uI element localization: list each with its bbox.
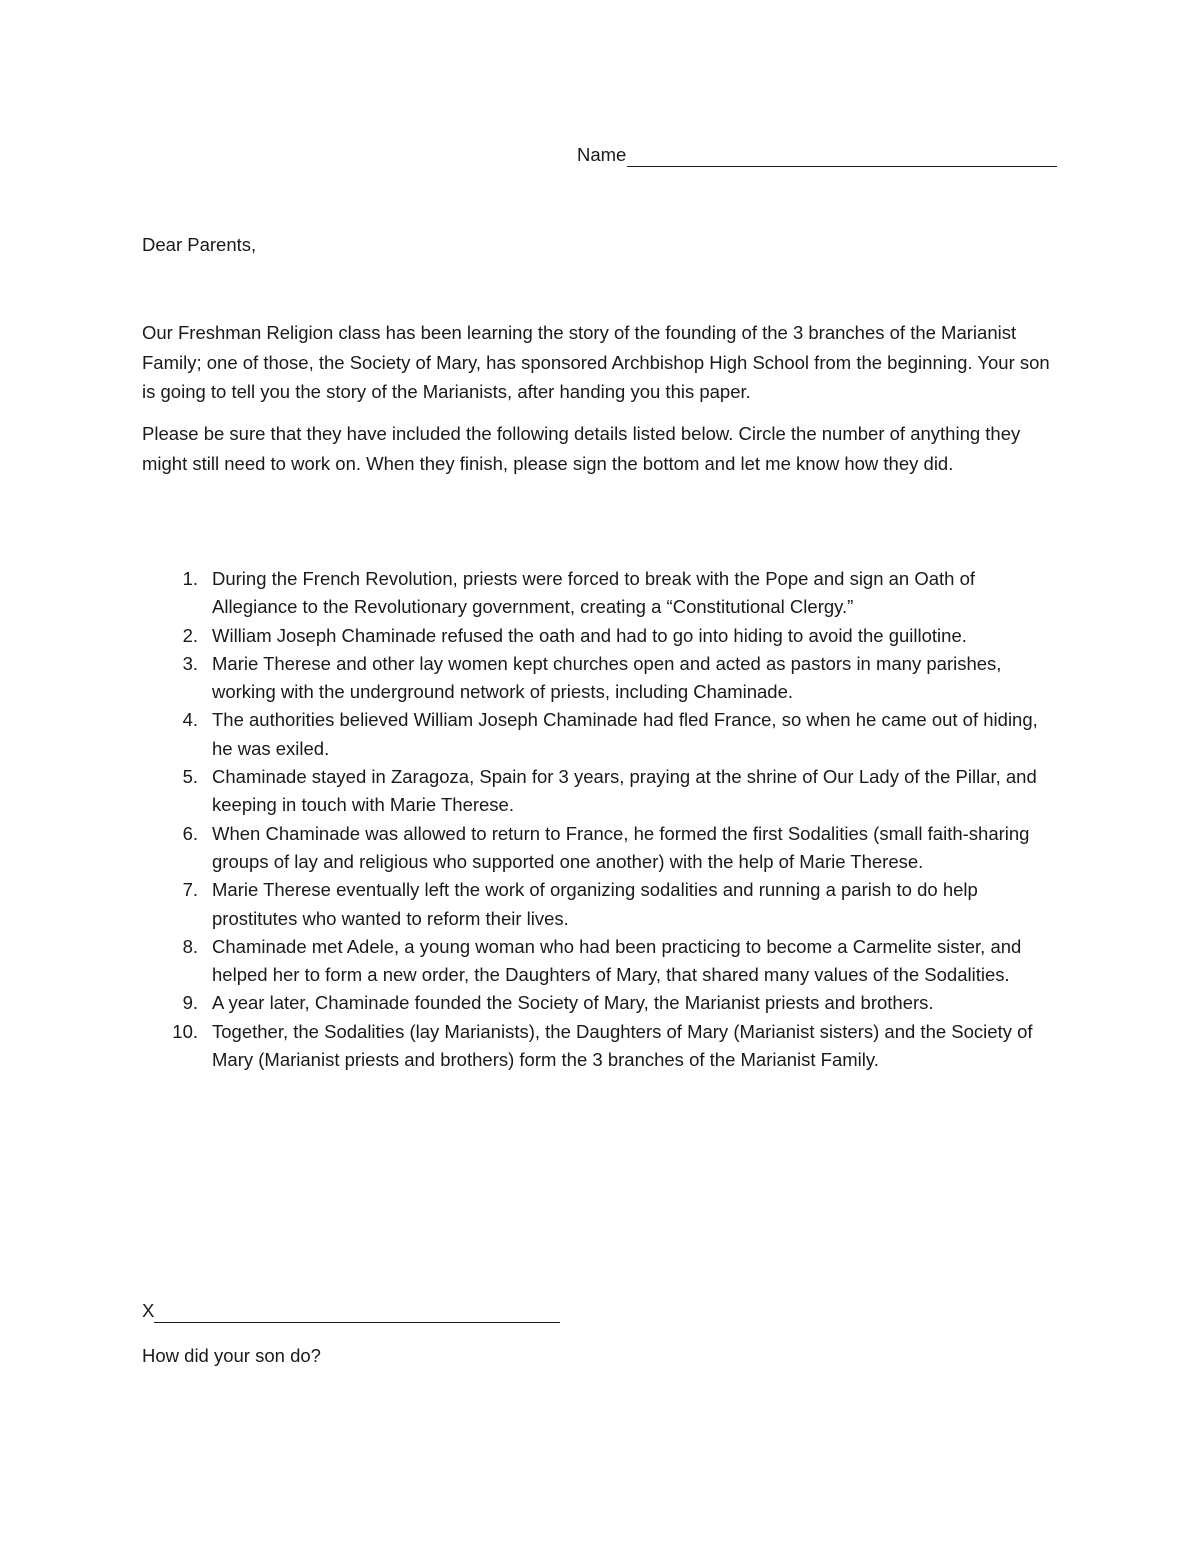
list-item-number[interactable]: 8.: [182, 935, 198, 957]
list-item-text: Chaminade met Adele, a young woman who had been practicing to become a Carmelite sister, and helped her to form a new order, the Daughters of Mary, that shared many values of the Sodalities.: [212, 935, 1022, 986]
list-item-text: The authorities believed William Joseph Chaminade had fled France, so when he came out of hiding, he was exiled.: [212, 709, 1038, 759]
list-item-text: A year later, Chaminade founded the Society of Mary, the Marianist priests and brothers.: [212, 992, 934, 1014]
intro-paragraph: Our Freshman Religion class has been learning the story of the founding of the 3 branches of the Marianist Family; one of those, the Society of Mary, has sponsored Archbishop High School from the beginning. Your son is going to tell you the story of the Marianists, after handing you this paper.: [142, 322, 1050, 402]
list-item: [142, 933, 1062, 990]
list-item-number[interactable]: 1.: [182, 568, 198, 589]
name-blank-line[interactable]: [627, 147, 1057, 167]
list-item: [142, 706, 1062, 763]
list-item-number[interactable]: 7.: [182, 879, 198, 901]
name-label: Name: [577, 144, 627, 165]
list-item: [142, 622, 1062, 650]
list-item-number[interactable]: 6.: [182, 822, 198, 844]
list-item: [142, 763, 1062, 820]
list-item-number[interactable]: 3.: [182, 652, 198, 674]
list-item: [142, 565, 1062, 622]
list-item-number[interactable]: 9.: [182, 992, 198, 1014]
instructions-paragraph: Please be sure that they have included the following details listed below. Circle the number of anything they might still need to work on. When they finish, please sign the bottom and let me know how they did.: [142, 423, 1021, 474]
name-field: [577, 143, 1057, 167]
list-item: [142, 876, 1062, 933]
list-item: [142, 989, 1062, 1017]
list-item-text: Together, the Sodalities (lay Marianists), the Daughters of Mary (Marianist sisters) and the Society of Mary (Marianist priests and brothers) form the 3 branches of the Marianist Family.: [212, 1020, 1033, 1071]
list-item: [142, 1018, 1062, 1075]
list-item-number[interactable]: 4.: [182, 709, 198, 731]
list-item-text: Chaminade stayed in Zaragoza, Spain for 3 years, praying at the shrine of Our Lady of the Pillar, and keeping in touch with Marie Therese.: [212, 766, 1037, 816]
details-list: [142, 565, 1062, 1074]
list-item-text: Marie Therese eventually left the work of organizing sodalities and running a parish to do help prostitutes who wanted to reform their lives.: [212, 879, 978, 929]
list-item-text: When Chaminade was allowed to return to France, he formed the first Sodalities (small faith-sharing groups of lay and religious who supported one another) with the help of Marie Therese.: [212, 822, 1030, 872]
signature-label: X: [142, 1300, 155, 1321]
signature-field: [142, 1299, 560, 1323]
list-item: [142, 650, 1062, 707]
salutation: Dear Parents,: [142, 234, 257, 255]
list-item-number[interactable]: 2.: [182, 624, 198, 646]
list-item-text: William Joseph Chaminade refused the oath and had to go into hiding to avoid the guillotine.: [212, 624, 967, 646]
list-item: [142, 820, 1062, 877]
list-item-number[interactable]: 5.: [182, 766, 198, 788]
list-item-number[interactable]: 10.: [172, 1020, 198, 1042]
feedback-question: How did your son do?: [142, 1345, 321, 1366]
list-item-text: Marie Therese and other lay women kept churches open and acted as pastors in many parishes, working with the underground network of priests, including Chaminade.: [212, 652, 1002, 703]
list-item-text: During the French Revolution, priests were forced to break with the Pope and sign an Oath of Allegiance to the Revolutionary government, creating a “Constitutional Clergy.”: [212, 568, 976, 618]
signature-blank-line[interactable]: [154, 1303, 560, 1323]
